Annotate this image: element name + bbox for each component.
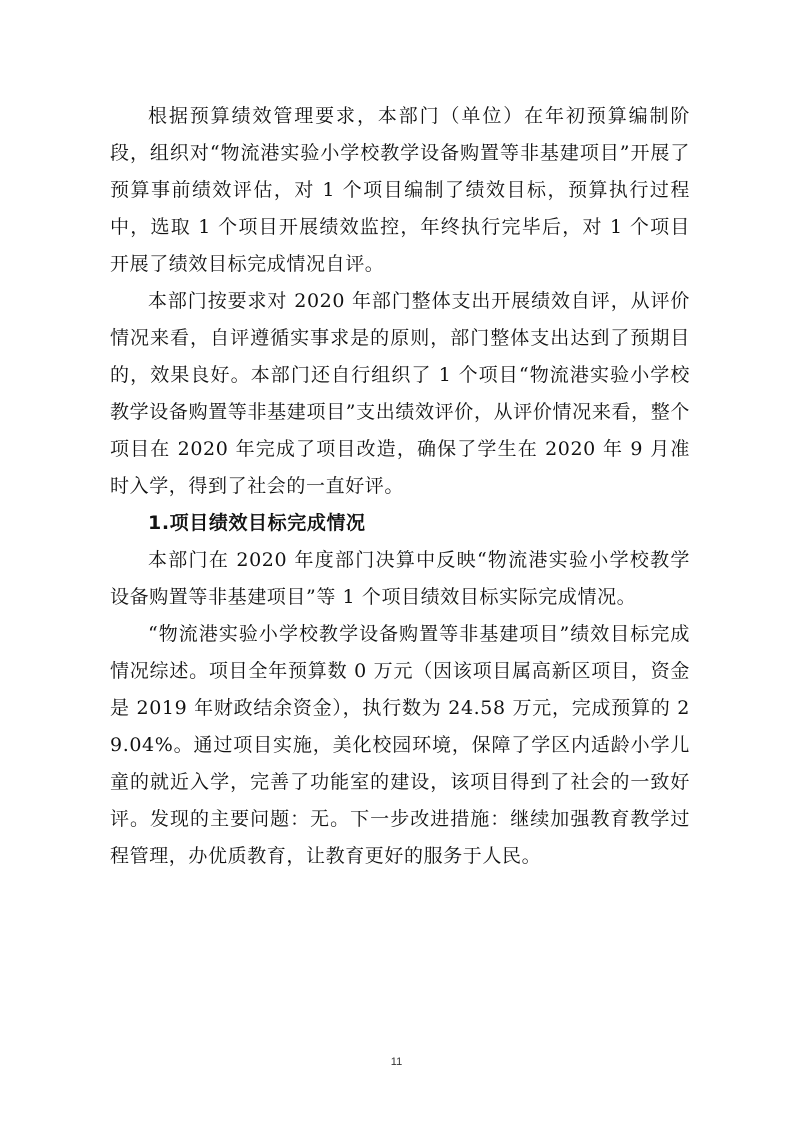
paragraph-performance-evaluation: 根据预算绩效管理要求，本部门（单位）在年初预算编制阶段，组织对“物流港实验小学校教学设备购置等非基建项目”开展了预算事前绩效评估，对 1 个项目编制了绩效目标，预算执行过程中，选取 1 个项目开展绩效监控，年终执行完毕后，对 1 个项目开展了绩效目标完成情况自评。	[110, 105, 690, 275]
paragraph-final-accounts: 本部门在 2020 年度部门决算中反映“物流港实验小学校教学设备购置等非基建项目”等 1 个项目绩效目标实际完成情况。	[110, 549, 690, 608]
paragraph-overall-self-evaluation: 本部门按要求对 2020 年部门整体支出开展绩效自评，从评价情况来看，自评遵循实事求是的原则，部门整体支出达到了预期目的，效果良好。本部门还自行组织了 1 个项目“物流港实验小学校教学设备购置等非基建项目”支出绩效评价，从评价情况来看，整个项目在 2020 年完成了项目改造，确保了学生在 2020 年 9 月准时入学，得到了社会的一直好评。	[110, 290, 690, 497]
document-body	[110, 98, 690, 875]
paragraph-project-summary: “物流港实验小学校教学设备购置等非基建项目”绩效目标完成情况综述。项目全年预算数 0 万元（因该项目属高新区项目，资金是 2019 年财政结余资金），执行数为 24.58 万元，完成预算的 29.04%。通过项目实施，美化校园环境，保障了学区内适龄小学儿童的就近入学，完善了功能室的建设，该项目得到了社会的一致好评。发现的主要问题：无。下一步改进措施：继续加强教育教学过程管理，办优质教育，让教育更好的服务于人民。	[110, 623, 690, 867]
section-heading: 1.项目绩效目标完成情况	[148, 512, 366, 534]
page-number: 11	[390, 1056, 403, 1068]
